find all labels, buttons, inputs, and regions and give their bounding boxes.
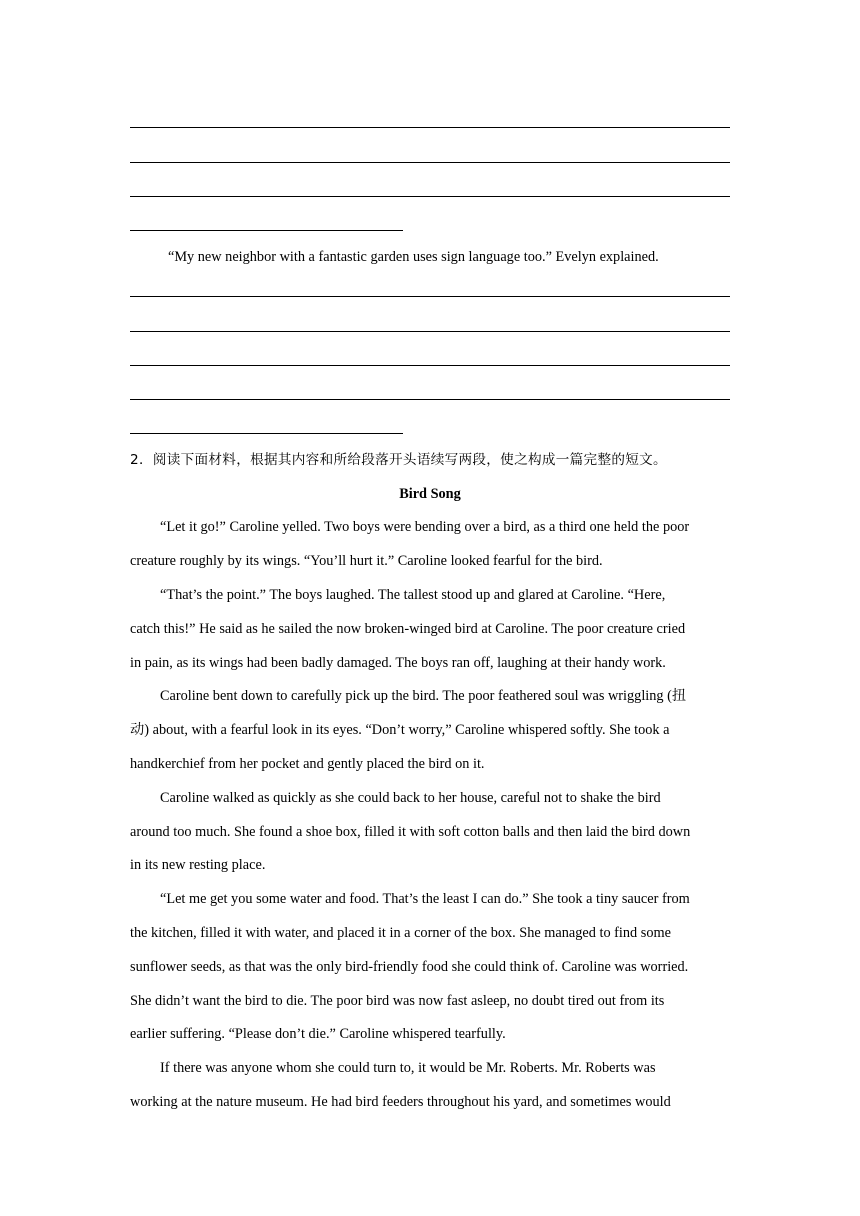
passage-line: 动) about, with a fearful look in its eyes. “Don’t worry,” Caroline whispered softly. She took a: [130, 722, 670, 738]
paragraph-opening: “My new neighbor with a fantastic garden uses sign language too.” Evelyn explained.: [168, 249, 659, 265]
passage-line: “That’s the point.” The boys laughed. The tallest stood up and glared at Caroline. “Here,: [160, 587, 666, 603]
question-instruction: 2．阅读下面材料，根据其内容和所给段落开头语续写两段，使之构成一篇完整的短文。: [130, 452, 667, 468]
answer-line-short: [130, 433, 403, 434]
passage-line: catch this!” He said as he sailed the now broken-winged bird at Caroline. The poor creature cried: [130, 621, 686, 637]
passage-line: She didn’t want the bird to die. The poor bird was now fast asleep, no doubt tired out from its: [130, 993, 665, 1009]
answer-line: [130, 296, 730, 297]
passage-line: If there was anyone whom she could turn to, it would be Mr. Roberts. Mr. Roberts was: [160, 1060, 656, 1076]
passage-line: “Let it go!” Caroline yelled. Two boys were bending over a bird, as a third one held the poor: [160, 519, 690, 535]
answer-line-short: [130, 230, 403, 231]
answer-line: [130, 162, 730, 163]
passage-line: around too much. She found a shoe box, filled it with soft cotton balls and then laid the bird down: [130, 824, 691, 840]
passage-line: sunflower seeds, as that was the only bird-friendly food she could think of. Caroline was worried.: [130, 959, 689, 975]
passage-line: “Let me get you some water and food. That’s the least I can do.” She took a tiny saucer from: [160, 891, 690, 907]
passage-line: the kitchen, filled it with water, and placed it in a corner of the box. She managed to find some: [130, 925, 671, 941]
passage-title: Bird Song: [399, 486, 461, 502]
passage-line: handkerchief from her pocket and gently placed the bird on it.: [130, 756, 485, 772]
passage-line: in its new resting place.: [130, 857, 266, 873]
answer-line: [130, 127, 730, 128]
passage-line: Caroline bent down to carefully pick up the bird. The poor feathered soul was wriggling (扭: [160, 688, 687, 704]
answer-line: [130, 365, 730, 366]
passage-line: in pain, as its wings had been badly damaged. The boys ran off, laughing at their handy work.: [130, 655, 666, 671]
passage-line: earlier suffering. “Please don’t die.” Caroline whispered tearfully.: [130, 1026, 506, 1042]
passage-line: working at the nature museum. He had bird feeders throughout his yard, and sometimes would: [130, 1094, 671, 1110]
answer-line: [130, 399, 730, 400]
answer-line: [130, 331, 730, 332]
passage-line: creature roughly by its wings. “You’ll hurt it.” Caroline looked fearful for the bird.: [130, 553, 603, 569]
passage-line: Caroline walked as quickly as she could back to her house, careful not to shake the bird: [160, 790, 661, 806]
answer-line: [130, 196, 730, 197]
